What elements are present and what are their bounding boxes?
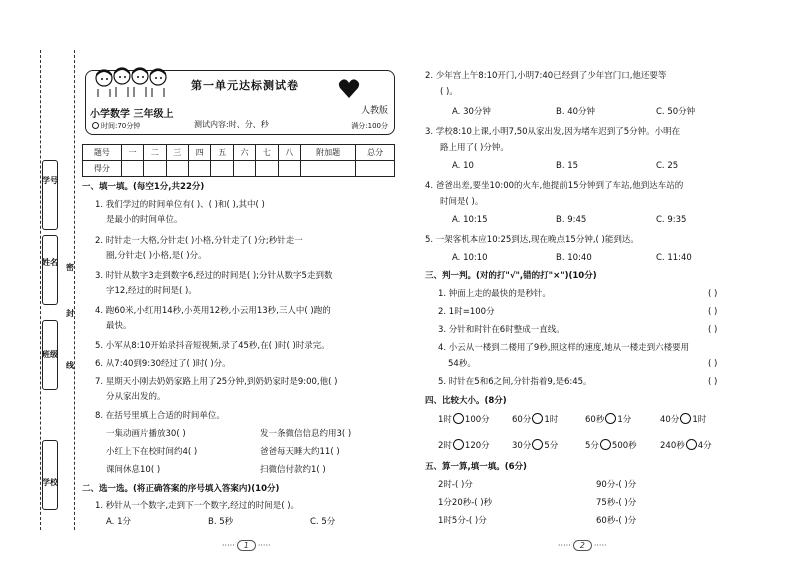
- compare-circle[interactable]: [532, 439, 543, 450]
- compare-right: 1分: [617, 415, 632, 425]
- grade-subject: 小学数学 三年级上: [90, 109, 174, 120]
- question-6: 6. 从7:40到9:30经过了( )时( )分。: [95, 359, 231, 369]
- score-cell[interactable]: [144, 161, 166, 177]
- compare-left: 30分: [512, 441, 532, 451]
- choice-option: C. 9:35: [656, 215, 687, 225]
- footer-dots: ·····: [593, 541, 607, 550]
- score-cell[interactable]: [356, 161, 395, 177]
- footer-dots: ·····: [558, 541, 571, 550]
- question-1: 1. 我们学过的时间单位有( )、( )和( ),其中( ): [95, 200, 265, 210]
- choice-option: C. 50分钟: [656, 107, 696, 117]
- choice-option: B. 10:40: [556, 253, 592, 263]
- page-number: 2: [573, 540, 592, 551]
- unit-fill-item: 爸爸每天睡大约11( ): [260, 447, 340, 457]
- compare-right: 1时: [692, 415, 707, 425]
- choice-option: C. 11:40: [656, 253, 692, 263]
- time-limit: [92, 121, 140, 131]
- binding-strip: [0, 0, 80, 562]
- choice-option: B. 40分钟: [556, 107, 596, 117]
- compare-left: 240秒: [660, 441, 685, 451]
- compare-left: 60秒: [585, 415, 605, 425]
- paper-header: [85, 70, 395, 135]
- choice-option: B. 5秒: [208, 517, 234, 527]
- question-5: 5. 小军从8:10开始录抖音短视频,录了45秒,在( )时( )时录完。: [95, 341, 330, 351]
- choice-option: C. 25: [656, 161, 679, 171]
- compare-left: 60分: [512, 415, 532, 425]
- choice-option: A. 10:10: [452, 253, 488, 263]
- question-3-cont: 字12,经过的时间是( )。: [106, 286, 197, 296]
- school-label: 学校: [42, 478, 58, 487]
- table-cell: 一: [121, 145, 143, 161]
- compare-right: 500秒: [611, 441, 637, 451]
- question-4-cont: 最快。: [106, 321, 132, 331]
- choice-question-4: 4. 爸爸出差,要坐10:00的火车,他提前15分钟到了车站,他到达车站的: [425, 181, 684, 191]
- student-id-label: 学号: [42, 176, 58, 185]
- table-cell: 六: [233, 145, 255, 161]
- total-score: 满分:100分: [351, 122, 388, 130]
- question-2-cont: 圈,分针走( )小格,是( )分。: [106, 251, 207, 261]
- name-box[interactable]: [42, 235, 58, 305]
- unit-fill-item: 一集动画片播放30( ): [106, 429, 186, 439]
- choice-question-3-cont: 路上用了( )分钟。: [440, 143, 509, 153]
- judge-answer-box[interactable]: ( ): [708, 359, 718, 369]
- judge-answer-box[interactable]: ( ): [708, 307, 718, 317]
- edition-label: 人教版: [360, 106, 388, 116]
- score-cell[interactable]: [166, 161, 188, 177]
- compare-circle[interactable]: [532, 413, 543, 424]
- footer-dots: ·····: [222, 541, 235, 550]
- compare-right: 5分: [544, 441, 559, 451]
- question-8: 8. 在括号里填上合适的时间单位。: [95, 411, 225, 421]
- question-1-cont: 是最小的时间单位。: [106, 215, 183, 225]
- score-table: [82, 144, 395, 177]
- heart-icon: [338, 79, 360, 99]
- judge-answer-box[interactable]: ( ): [708, 289, 718, 299]
- compare-left: 2时: [438, 441, 452, 451]
- section-3-heading: 三、判一判。(对的打"√",错的打"×")(10分): [425, 271, 597, 281]
- section-4-heading: 四、比较大小。(8分): [425, 396, 507, 406]
- calc-item: 90分-( )分: [596, 480, 637, 490]
- question-7-cont: 分从家出发的。: [106, 392, 166, 402]
- table-cell: 附加题: [301, 145, 356, 161]
- score-cell[interactable]: [211, 161, 233, 177]
- question-3: 3. 时针从数字3走到数字6,经过的时间是( );分针从数字5走到数: [95, 271, 333, 281]
- choice-question-2-cont: ( )。: [440, 87, 458, 97]
- seal-char-mi: 密: [66, 263, 74, 272]
- score-cell[interactable]: [233, 161, 255, 177]
- section-5-heading: 五、算一算,填一填。(6分): [425, 462, 527, 472]
- table-cell: 四: [189, 145, 211, 161]
- choice-option: B. 15: [556, 161, 579, 171]
- footer-dots: ·····: [257, 541, 271, 550]
- compare-circle[interactable]: [605, 413, 616, 424]
- compare-left: 5分: [585, 441, 599, 451]
- choice-option: C. 5分: [310, 517, 336, 527]
- binding-line: [74, 50, 75, 530]
- choice-question-3: 3. 学校8:10上课,小明7,50从家出发,因为堵车迟到了5分钟。小明在: [425, 127, 681, 137]
- table-cell: 得分: [83, 161, 122, 177]
- choice-option: A. 10: [452, 161, 474, 171]
- calc-item: 60秒-( )分: [596, 516, 637, 526]
- clock-icon: [92, 122, 99, 129]
- choice-question-4-cont: 时间是( )。: [440, 197, 484, 207]
- section-1-heading: 一、填一填。(每空1分,共22分): [82, 182, 205, 192]
- question-7: 7. 星期天小刚去奶奶家路上用了25分钟,到奶奶家时是9:00,他( ): [95, 377, 338, 387]
- judge-question-5: 5. 时针在5和6之间,分针指着9,是6:45。: [438, 377, 592, 387]
- page-number: 1: [237, 540, 256, 551]
- unit-fill-item: 发一条微信信息约用3( ): [260, 429, 352, 439]
- score-cell[interactable]: [301, 161, 356, 177]
- question-4: 4. 跑60米,小红用14秒,小英用12秒,小云用13秒,三人中( )跑的: [95, 306, 331, 316]
- judge-question-1: 1. 钟面上走的最快的是秒针。: [438, 289, 551, 299]
- table-cell: 七: [256, 145, 278, 161]
- test-topic: 测试内容:时、分、秒: [194, 120, 269, 129]
- score-table-score-row: [83, 161, 395, 177]
- score-cell[interactable]: [256, 161, 278, 177]
- judge-answer-box[interactable]: ( ): [708, 377, 718, 387]
- choice-question-2: 2. 少年宫上午8:10开门,小明7:40已经到了少年宫门口,他还要等: [425, 71, 667, 81]
- seal-char-feng: 封: [66, 309, 74, 318]
- unit-fill-item: 小红上下在校时间约4( ): [106, 447, 198, 457]
- score-cell[interactable]: [121, 161, 143, 177]
- class-label: 班级: [42, 350, 58, 359]
- choice-option: B. 9:45: [556, 215, 587, 225]
- school-box[interactable]: [42, 440, 58, 510]
- choice-question-5: 5. 一架客机本应10:25到达,现在晚点15分钟,( )能到达。: [425, 235, 639, 245]
- judge-question-3: 3. 分针和时针在6时整成一直线。: [438, 325, 565, 335]
- table-cell: 二: [144, 145, 166, 161]
- judge-question-4-cont: 54秒。: [448, 359, 476, 369]
- choice-option: A. 10:15: [452, 215, 488, 225]
- calc-item: 1时5分-( )分: [438, 516, 487, 526]
- seal-char-xian: 线: [66, 361, 74, 370]
- name-label: 姓名: [42, 258, 58, 267]
- score-table-header-row: [83, 145, 395, 161]
- compare-item: [660, 413, 706, 426]
- table-cell: 三: [166, 145, 188, 161]
- compare-circle[interactable]: [453, 413, 464, 424]
- compare-item: [585, 439, 637, 452]
- compare-item: [512, 413, 558, 426]
- judge-answer-box[interactable]: ( ): [708, 325, 718, 335]
- binding-line: [40, 50, 41, 530]
- score-cell[interactable]: [278, 161, 300, 177]
- compare-circle[interactable]: [600, 439, 611, 450]
- compare-right: 120分: [464, 441, 490, 451]
- table-cell: 五: [211, 145, 233, 161]
- section-2-heading: 二、选一选。(将正确答案的序号填入答案内)(10分): [82, 484, 280, 494]
- page-footer-right: [558, 540, 607, 551]
- table-cell: 题号: [83, 145, 122, 161]
- compare-right: 4分: [697, 441, 712, 451]
- compare-left: 40分: [660, 415, 680, 425]
- compare-circle[interactable]: [686, 439, 697, 450]
- compare-circle[interactable]: [680, 413, 691, 424]
- children-illustration: [92, 65, 178, 97]
- choice-question-1: 1. 秒针从一个数字,走到下一个数字,经过的时间是( )。: [95, 501, 300, 511]
- calc-item: 2时-( )分: [438, 480, 473, 490]
- judge-question-2: 2. 1时=100分: [438, 307, 495, 317]
- compare-item: [512, 439, 558, 452]
- score-cell[interactable]: [189, 161, 211, 177]
- student-id-box[interactable]: [42, 160, 58, 230]
- compare-circle[interactable]: [453, 439, 464, 450]
- unit-fill-item: 扫微信付款约1( ): [260, 465, 326, 475]
- table-cell: 八: [278, 145, 300, 161]
- compare-item: [585, 413, 631, 426]
- choice-option: A. 30分钟: [452, 107, 491, 117]
- paper-title: 第一单元达标测试卷: [191, 79, 299, 92]
- compare-item: [660, 439, 712, 452]
- calc-item: 1分20秒-( )秒: [438, 498, 493, 508]
- calc-item: 75秒-( )分: [596, 498, 637, 508]
- compare-right: 100分: [464, 415, 490, 425]
- judge-question-4: 4. 小云从一楼到二楼用了9秒,照这样的速度,她从一楼走到六楼要用: [438, 343, 690, 353]
- table-cell: 总分: [356, 145, 395, 161]
- choice-option: A. 1分: [106, 517, 131, 527]
- compare-item: [438, 439, 490, 452]
- question-2: 2. 时针走一大格,分针走( )小格,分针走了( )分;秒针走一: [95, 236, 303, 246]
- compare-item: [438, 413, 490, 426]
- compare-left: 1时: [438, 415, 452, 425]
- time-limit-text: 时间:70分钟: [101, 122, 141, 130]
- unit-fill-item: 课间休息10( ): [106, 465, 161, 475]
- page-footer-left: [222, 540, 271, 551]
- compare-right: 1时: [544, 415, 559, 425]
